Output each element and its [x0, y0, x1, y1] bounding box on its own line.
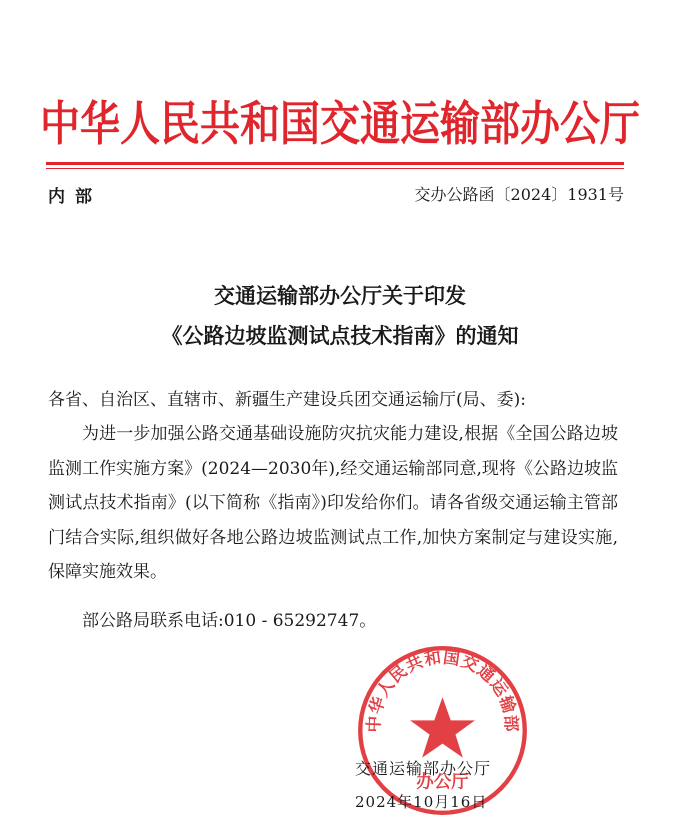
- signature-organization: 交通运输部办公厅: [355, 759, 492, 778]
- seal-subtext: 办公厅: [416, 772, 469, 793]
- body-paragraph: 为进一步加强公路交通基础设施防灾抗灾能力建设,根据《全国公路边坡监测工作实施方案》(2024—2030年),经交通运输部同意,现将《公路边坡监测试点技术指南》(以下简称《指南》)印发给你们。请各省级交通运输主管部门结合实际,组织做好各地公路边坡监测试点工作,加快方案制定与建设实施,保障实施效果。: [48, 424, 618, 582]
- document-number: 交办公路函〔2024〕1931号: [414, 185, 624, 204]
- letterhead-title: 中华人民共和国交通运输部办公厅: [40, 97, 640, 152]
- classification-label: 内部: [48, 187, 102, 207]
- salutation: 各省、自治区、直辖市、新疆生产建设兵团交通运输厅(局、委):: [48, 390, 526, 410]
- notice-title-line2: 《公路边坡监测试点技术指南》的通知: [161, 323, 519, 348]
- contact-line: 部公路局联系电话:010 - 65292747。: [82, 611, 377, 631]
- star-icon: [410, 697, 475, 757]
- letterhead-rule-thin: [46, 168, 624, 169]
- letterhead-rule-thick: [46, 162, 624, 165]
- seal-text: 中华人民共和国交通运输部: [364, 647, 521, 733]
- notice-title-line1: 交通运输部办公厅关于印发: [214, 283, 466, 308]
- signature-date: 2024年10月16日: [355, 793, 488, 811]
